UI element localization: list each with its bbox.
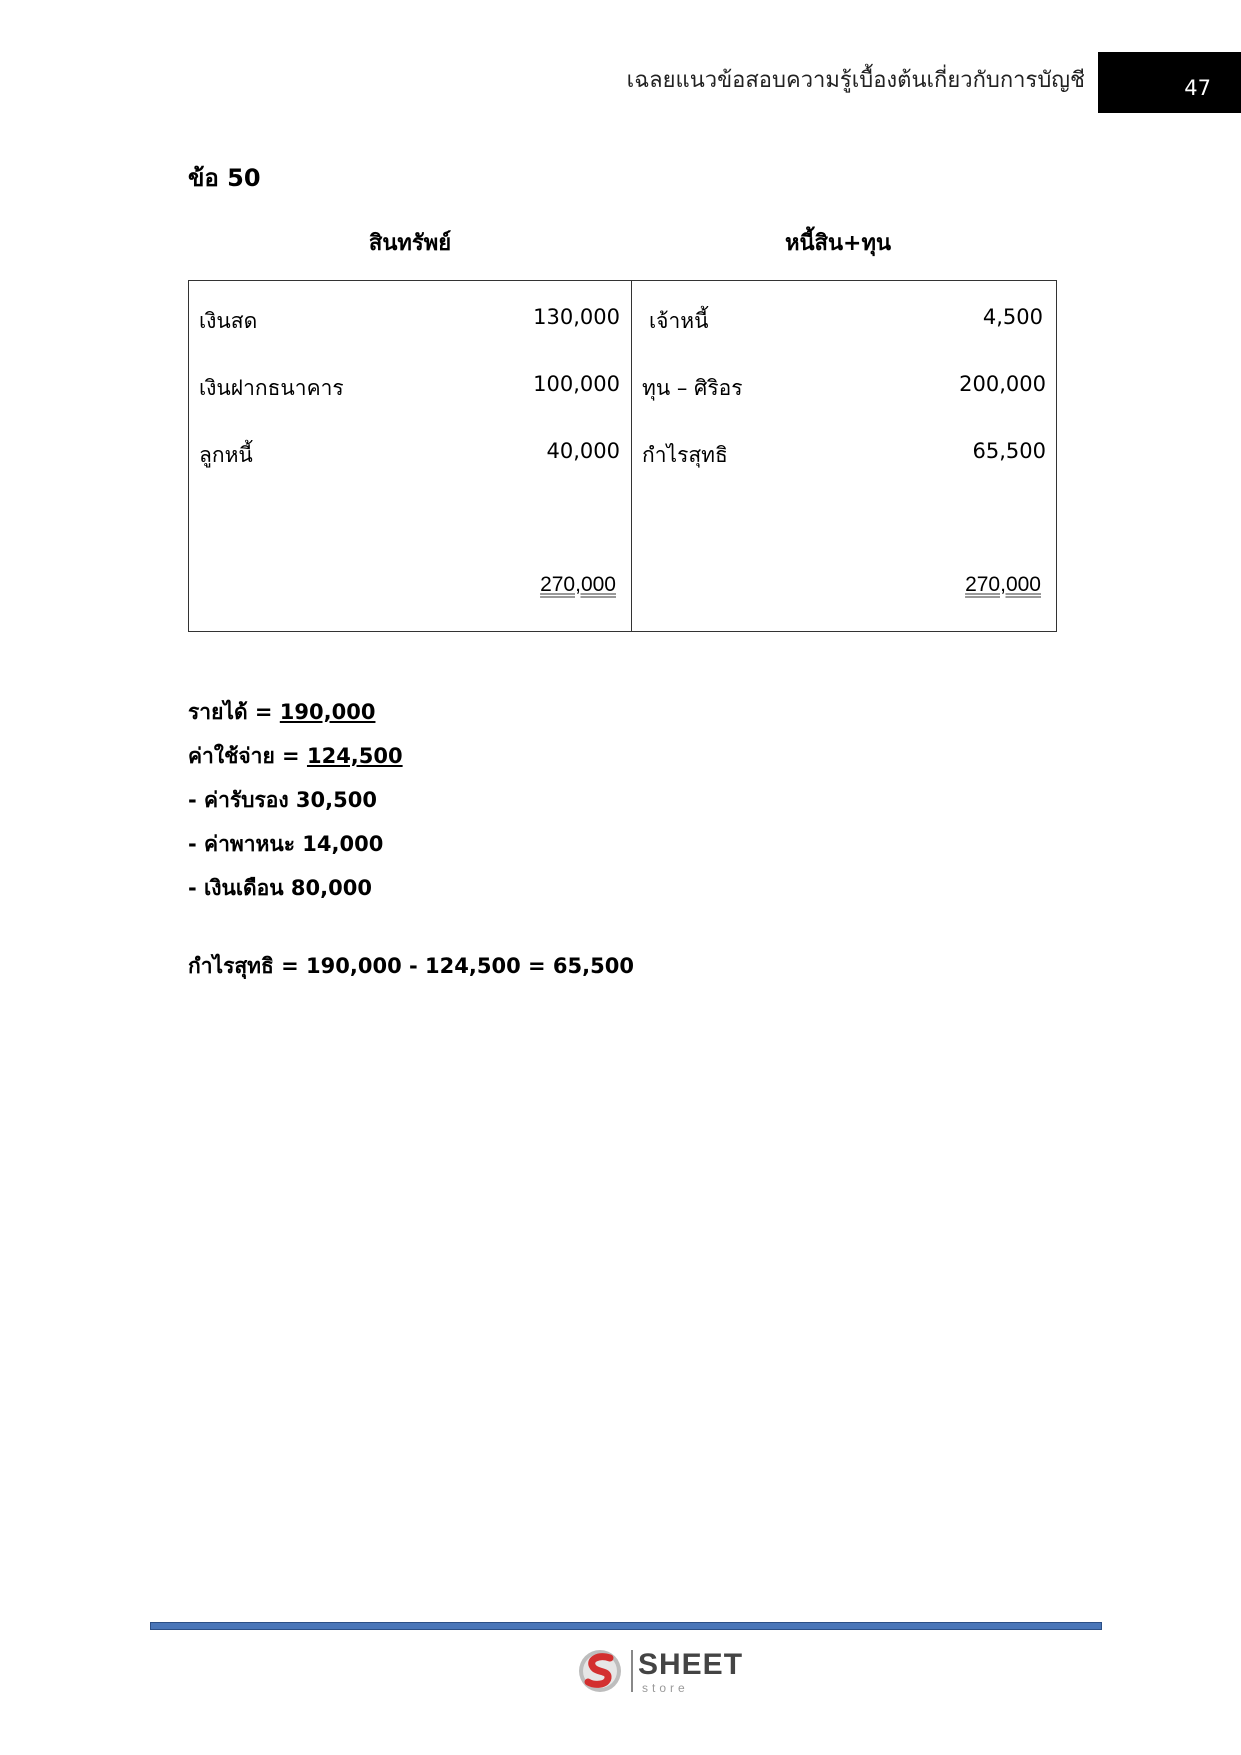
- assets-heading: สินทรัพย์: [368, 231, 452, 256]
- header-title: เฉลยแนวข้อสอบความรู้เบื้องต้นเกี่ยวกับการบัญชี: [626, 68, 1085, 93]
- liabilities-heading: หนี้สิน+ทุน: [785, 231, 891, 256]
- question-number: ข้อ 50: [188, 164, 261, 192]
- asset-label: ลูกหนี้: [199, 443, 253, 467]
- table-divider: [631, 281, 632, 631]
- liability-label: ทุน – ศิริอร: [642, 376, 743, 400]
- logo-mark-icon: [576, 1646, 628, 1696]
- balance-sheet-table: [188, 280, 1057, 632]
- expense-label: ค่าใช้จ่าย =: [188, 744, 307, 768]
- logo-subtext: store: [642, 1681, 689, 1695]
- expense-line: [188, 734, 403, 778]
- liabilities-total: 270,000: [965, 573, 1041, 596]
- revenue-label: รายได้ =: [188, 700, 280, 724]
- income-summary: [188, 690, 403, 910]
- liability-value: 200,000: [959, 372, 1046, 396]
- liability-label: เจ้าหนี้: [649, 309, 709, 333]
- asset-label: เงินฝากธนาคาร: [199, 376, 344, 400]
- revenue-value: 190,000: [279, 700, 376, 724]
- asset-value: 130,000: [533, 305, 620, 329]
- assets-total: 270,000: [540, 573, 616, 596]
- liability-label: กำไรสุทธิ: [642, 443, 728, 467]
- footer-bar: [150, 1622, 1102, 1630]
- page-number-box: [1098, 52, 1241, 113]
- expense-item: - ค่ารับรอง 30,500: [188, 788, 377, 812]
- page-number: 47: [1184, 76, 1211, 100]
- revenue-line: [188, 690, 403, 734]
- expense-item: - เงินเดือน 80,000: [188, 876, 372, 900]
- asset-value: 100,000: [533, 372, 620, 396]
- asset-value: 40,000: [546, 439, 620, 463]
- liability-value: 65,500: [972, 439, 1046, 463]
- sheet-store-logo: [576, 1646, 746, 1696]
- logo-text: SHEET: [638, 1648, 744, 1681]
- expense-value: 124,500: [306, 744, 403, 768]
- liability-value: 4,500: [982, 305, 1043, 329]
- logo-separator: [631, 1650, 633, 1692]
- net-profit-line: กำไรสุทธิ = 190,000 - 124,500 = 65,500: [188, 954, 634, 978]
- asset-label: เงินสด: [199, 309, 258, 333]
- expense-item: - ค่าพาหนะ 14,000: [188, 832, 384, 856]
